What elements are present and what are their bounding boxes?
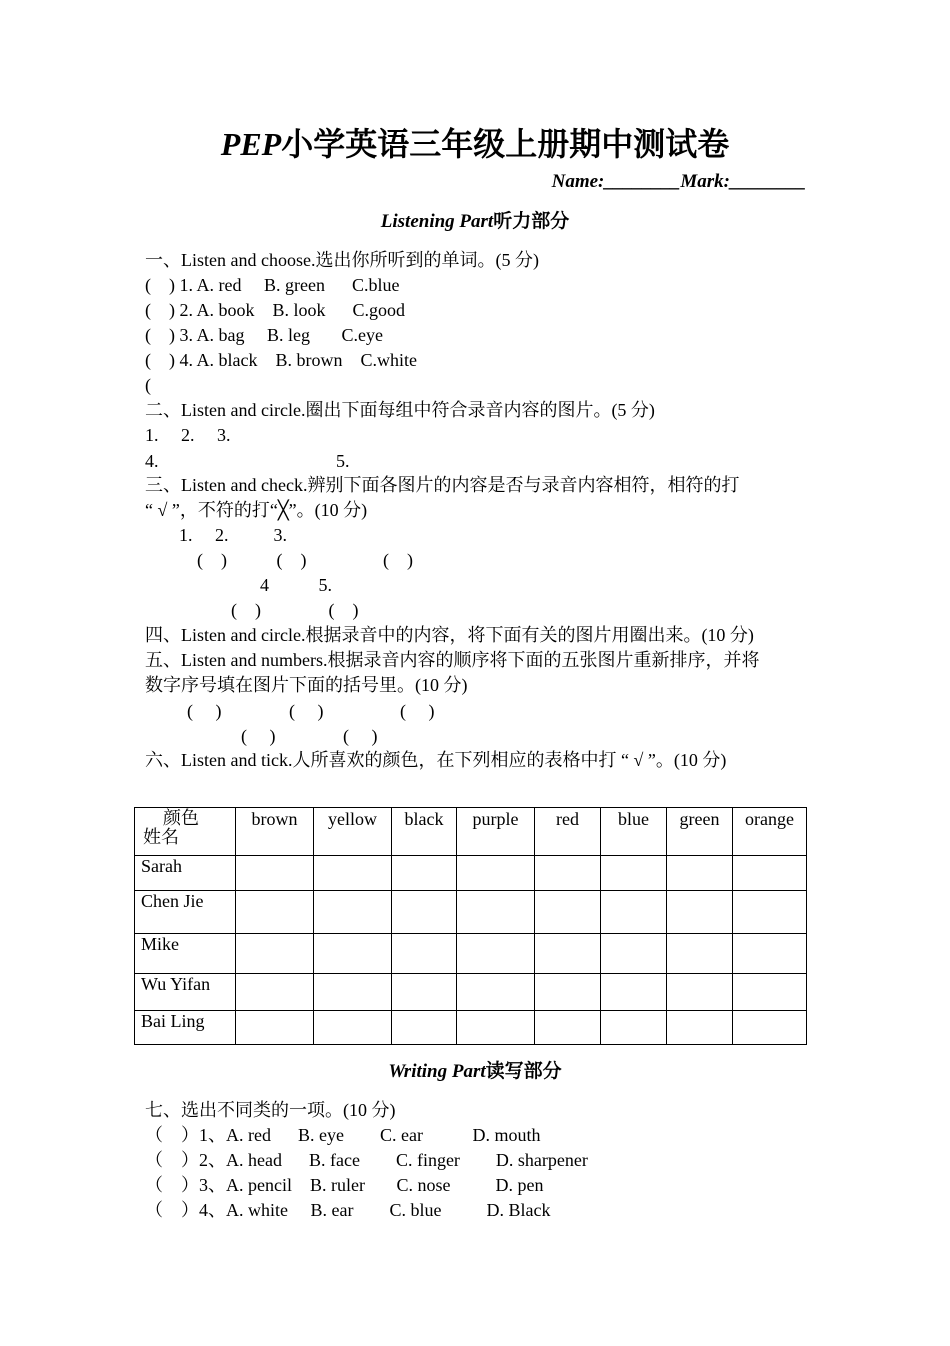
q3-heading-line-2: “ √ ”，不符的打“╳”。(10 分) [145,500,368,520]
corner-label-color: 颜色 [163,808,199,828]
table-row [135,934,807,974]
tick-cell[interactable] [392,974,457,1011]
header-color: purple [457,808,535,856]
q2-heading: 二、Listen and circle.圈出下面每组中符合录音内容的图片。(5 分) [145,400,655,420]
table-header-row [135,808,807,856]
q3-numbers-row-2: 4 5. [260,575,332,595]
tick-cell[interactable] [535,934,601,974]
q2-row-2-a: 4. [145,451,159,471]
tick-cell[interactable] [667,934,733,974]
tick-cell[interactable] [314,934,392,974]
tick-cell[interactable] [535,1011,601,1045]
q7-item-1: （ ）1、A. red B. eye C. ear D. mouth [145,1125,541,1145]
q2-row-2-b: 5. [336,451,350,471]
tick-cell[interactable] [667,891,733,934]
tick-cell[interactable] [314,1011,392,1045]
table-row [135,891,807,934]
row-name: Wu Yifan [135,974,236,1011]
tick-cell[interactable] [601,1011,667,1045]
color-preference-table [134,807,807,1045]
q3-heading-line-1: 三、Listen and check.辨别下面各图片的内容是否与录音内容相符，相符的打 [145,475,740,495]
table-row [135,974,807,1011]
q3-parens-row-2: ( ) ( ) [231,600,359,620]
q4-heading: 四、Listen and circle.根据录音中的内容，将下面有关的图片用圈出来。(10 分) [145,625,754,645]
tick-cell[interactable] [667,974,733,1011]
row-name: Chen Jie [135,891,236,934]
q3-parens-row-1: ( ) ( ) ( ) [197,550,413,570]
q1-item-5: ( [145,375,151,395]
tick-cell[interactable] [314,856,392,891]
tick-cell[interactable] [236,974,314,1011]
tick-cell[interactable] [236,891,314,934]
tick-cell[interactable] [236,856,314,891]
table-row [135,1011,807,1045]
tick-cell[interactable] [535,856,601,891]
tick-cell[interactable] [236,1011,314,1045]
row-name: Sarah [135,856,236,891]
tick-cell[interactable] [601,934,667,974]
tick-cell[interactable] [667,856,733,891]
tick-cell[interactable] [392,891,457,934]
q7-item-2: （ ）2、A. head B. face C. finger D. sharpener [145,1150,588,1170]
q1-item-4: ( ) 4. A. black B. brown C.white [145,350,417,370]
q7-heading: 七、选出不同类的一项。(10 分) [145,1100,396,1120]
header-color: orange [733,808,807,856]
header-color: yellow [314,808,392,856]
page-title [0,128,950,160]
writing-chinese: 读写部分 [485,1061,562,1082]
row-name: Bai Ling [135,1011,236,1045]
listening-part-header [0,212,950,231]
q5-heading-line-2: 数字序号填在图片下面的括号里。(10 分) [145,675,468,695]
tick-cell[interactable] [457,974,535,1011]
table-corner-cell [135,808,236,856]
header-color: blue [601,808,667,856]
q7-item-3: （ ）3、A. pencil B. ruler C. nose D. pen [145,1175,544,1195]
header-color: green [667,808,733,856]
tick-cell[interactable] [667,1011,733,1045]
row-name: Mike [135,934,236,974]
q5-parens-row-1: ( ) ( ) ( ) [187,701,435,721]
header-color: red [535,808,601,856]
q1-item-2: ( ) 2. A. book B. look C.good [145,300,406,320]
tick-cell[interactable] [733,1011,807,1045]
q1-item-1: ( ) 1. A. red B. green C.blue [145,275,400,295]
tick-cell[interactable] [457,856,535,891]
title-chinese: 小学英语三年级上册期中测试卷 [281,126,730,162]
title-latin: PEP [220,126,282,162]
q6-heading: 六、Listen and tick.人所喜欢的颜色，在下列相应的表格中打 “ √ ”。(10 分) [145,750,727,770]
tick-cell[interactable] [236,934,314,974]
q5-heading-line-1: 五、Listen and numbers.根据录音内容的顺序将下面的五张图片重新排序，并将 [145,650,760,670]
corner-label-name: 姓名 [143,826,179,847]
tick-cell[interactable] [733,856,807,891]
tick-cell[interactable] [457,934,535,974]
header-color: black [392,808,457,856]
q7-item-4: （ ）4、A. white B. ear C. blue D. Black [145,1200,551,1220]
tick-cell[interactable] [733,891,807,934]
tick-cell[interactable] [601,891,667,934]
tick-cell[interactable] [601,856,667,891]
tick-cell[interactable] [314,974,392,1011]
q3-numbers-row-1: 1. 2. 3. [179,525,287,545]
listening-chinese: 听力部分 [493,211,570,232]
q5-parens-row-2: ( ) ( ) [241,726,378,746]
tick-cell[interactable] [392,1011,457,1045]
tick-cell[interactable] [392,856,457,891]
writing-part-header [0,1062,950,1081]
name-mark-line: Name:________Mark:________ [551,171,806,192]
tick-cell[interactable] [457,1011,535,1045]
tick-cell[interactable] [392,934,457,974]
q2-row-1: 1. 2. 3. [145,425,231,445]
listening-latin: Listening Part [380,211,494,232]
q1-heading: 一、Listen and choose.选出你所听到的单词。(5 分) [145,250,539,270]
tick-cell[interactable] [733,974,807,1011]
tick-cell[interactable] [733,934,807,974]
tick-cell[interactable] [457,891,535,934]
tick-cell[interactable] [535,974,601,1011]
q1-item-3: ( ) 3. A. bag B. leg C.eye [145,325,383,345]
tick-cell[interactable] [314,891,392,934]
table-row [135,856,807,891]
tick-cell[interactable] [535,891,601,934]
header-color: brown [236,808,314,856]
writing-latin: Writing Part [388,1061,486,1082]
tick-cell[interactable] [601,974,667,1011]
